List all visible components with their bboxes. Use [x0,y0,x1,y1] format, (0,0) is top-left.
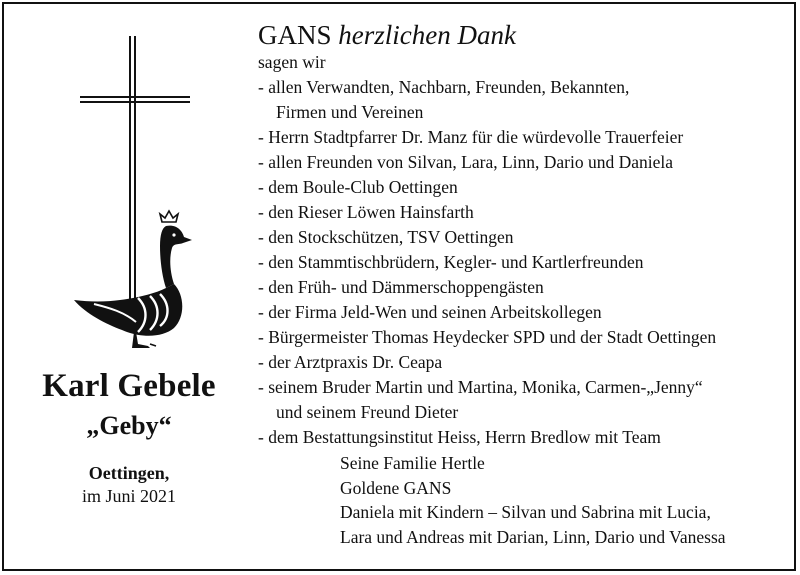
list-item [258,125,788,150]
list-item-text: - den Stammtischbrüdern, Kegler- und Kartlerfreunden [258,252,644,272]
headline [258,20,788,50]
crowned-goose-icon [74,211,192,348]
signature-line: Daniela mit Kindern – Silvan und Sabrina mit Lucia, [340,502,711,522]
signature-line: Lara und Andreas mit Darian, Linn, Dario und Vanessa [340,526,726,547]
list-item-text: - seinem Bruder Martin und Martina, Monika, Carmen-„Jenny“ [258,377,703,397]
headline-rest: herzlichen Dank [338,20,516,50]
list-item-text: - dem Boule-Club Oettingen [258,177,458,197]
list-item-text: - allen Verwandten, Nachbarn, Freunden, Bekannten, [258,77,630,97]
list-item-text: - allen Freunden von Silvan, Lara, Linn, Dario und Daniela [258,152,674,172]
list-item-text: - den Stockschützen, TSV Oettingen [258,227,514,247]
deceased-nickname: „Geby“ [86,411,172,440]
headline-word: GANS [258,20,332,50]
list-item-continuation: und seinem Freund Dieter [276,402,459,422]
left-column [0,0,255,575]
intro-text: sagen wir [258,52,326,72]
cross-icon [80,36,190,302]
thanks-section [258,20,788,549]
list-item [258,425,788,450]
list-item-continuation: Firmen und Vereinen [276,102,424,122]
list-item [258,350,788,375]
list-item [258,200,788,225]
list-item [258,75,788,125]
list-item [258,275,788,300]
signature-line: Seine Familie Hertle [340,453,485,473]
list-item-text: - der Arztpraxis Dr. Ceapa [258,352,443,372]
list-item-text: - Bürgermeister Thomas Heydecker SPD und der Stadt Oettingen [258,327,717,347]
list-item-text: - den Früh- und Dämmerschoppengästen [258,277,544,297]
list-item-text: - Herrn Stadtpfarrer Dr. Manz für die würdevolle Trauerfeier [258,127,684,147]
deceased-name: Karl Gebele [42,368,216,404]
signature-line: Goldene GANS [340,477,452,498]
emblem [70,32,195,352]
list-item-text: - dem Bestattungsinstitut Heiss, Herrn Bredlow mit Team [258,427,661,447]
list-item-text: - der Firma Jeld-Wen und seinen Arbeitskollegen [258,302,602,322]
thanks-list [258,75,788,450]
date: im Juni 2021 [81,486,176,506]
list-item [258,325,788,350]
place: Oettingen, [88,463,170,483]
list-item [258,225,788,250]
list-item [258,150,788,175]
list-item-text: - den Rieser Löwen Hainsfarth [258,202,474,222]
list-item [258,375,788,425]
signature-block [340,451,788,549]
list-item [258,175,788,200]
list-item [258,300,788,325]
list-item [258,250,788,275]
